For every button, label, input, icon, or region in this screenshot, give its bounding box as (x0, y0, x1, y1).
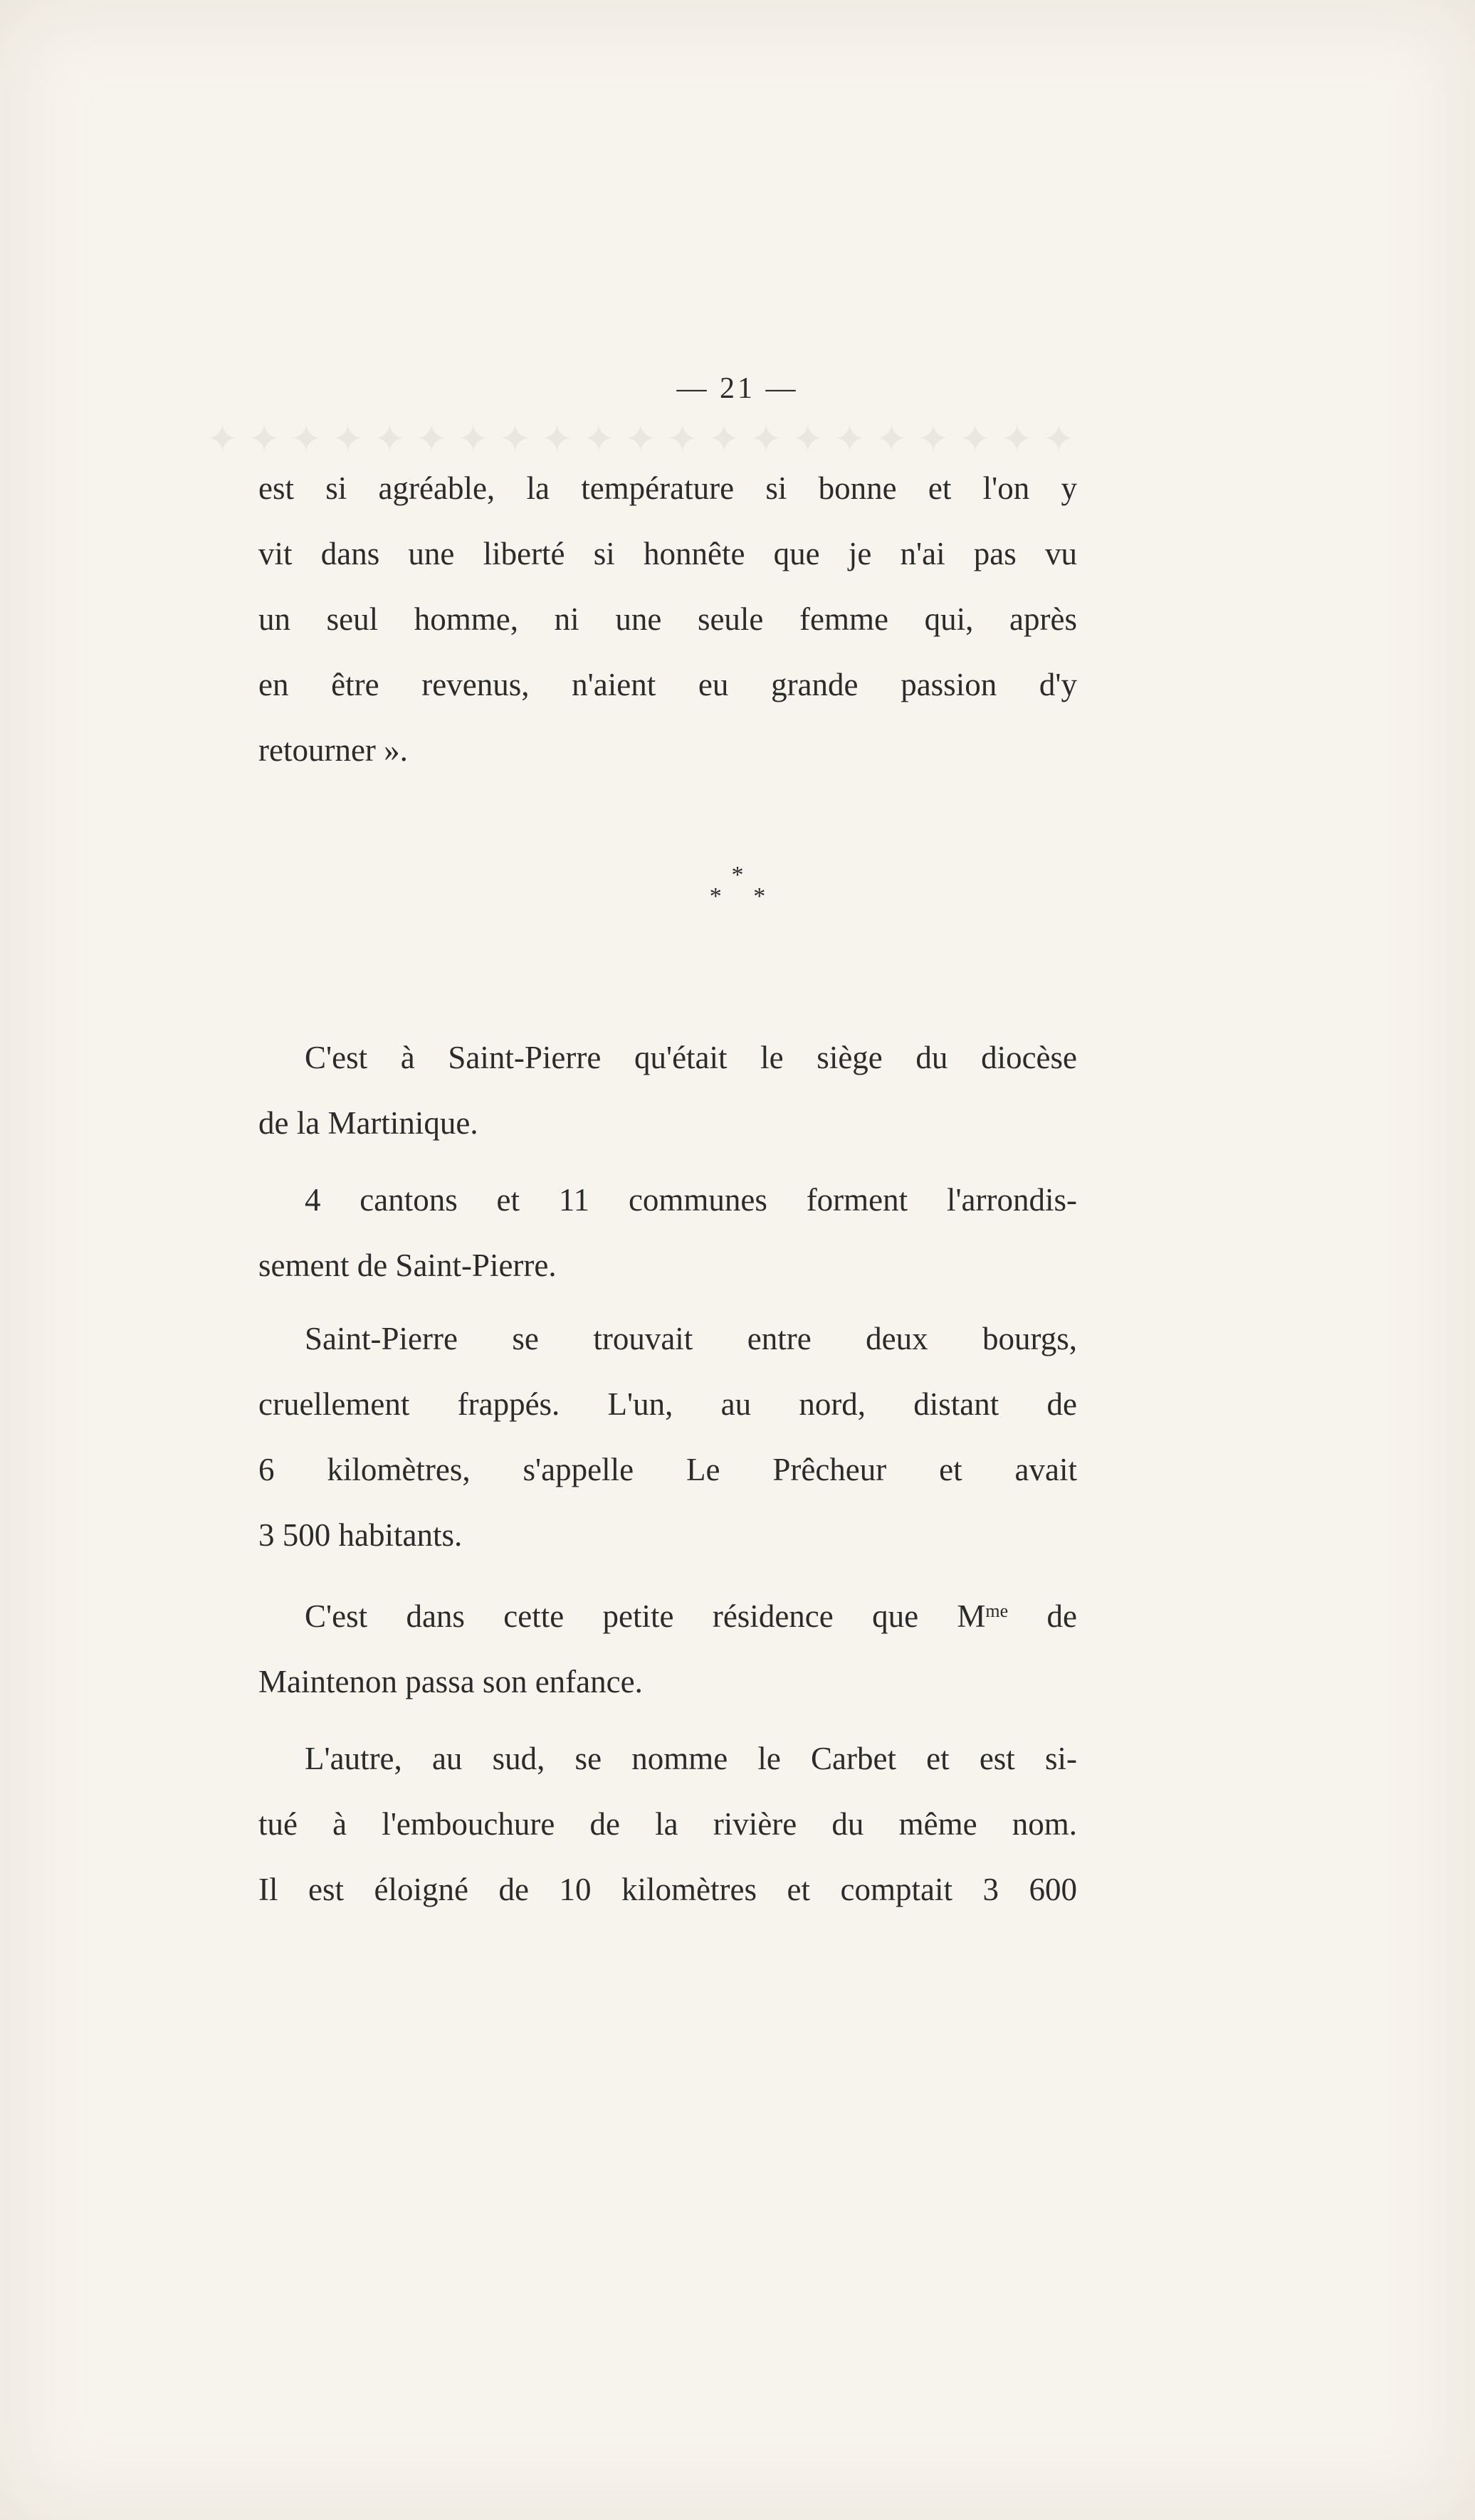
text-line: cruellement frappés. L'un, au nord, distant de (258, 1386, 1077, 1422)
asterism-bottom: * * (709, 883, 779, 910)
text-line: sement de Saint-Pierre. (258, 1248, 557, 1283)
paragraph-cantons (258, 1167, 1077, 1298)
paragraph-continuation (258, 455, 1077, 783)
text-line: en être revenus, n'aient eu grande passion d'y (258, 667, 1077, 702)
text-line: Il est éloigné de 10 kilomètres et comptait 3 600 (258, 1872, 1077, 1907)
text-line: 4 cantons et 11 communes forment l'arrondis- (305, 1182, 1077, 1218)
text-line: 3 500 habitants. (258, 1517, 463, 1553)
text-line: vit dans une liberté si honnête que je n'ai pas vu (258, 536, 1077, 571)
superscript: me (985, 1601, 1009, 1621)
text-line (258, 1583, 1077, 1649)
paragraph-bourgs (258, 1306, 1077, 1568)
text-line: L'autre, au sud, se nomme le Carbet et est si- (305, 1741, 1077, 1776)
paragraph-diocese (258, 1025, 1077, 1156)
text-line: tué à l'embouchure de la rivière du même nom. (258, 1806, 1077, 1842)
asterism-top: * (731, 862, 744, 888)
text-line: un seul homme, ni une seule femme qui, après (258, 601, 1077, 637)
text-line: C'est à Saint-Pierre qu'était le siège du diocèse (305, 1040, 1077, 1075)
text-line: Saint-Pierre se trouvait entre deux bourgs, (305, 1321, 1077, 1356)
text-line: est si agréable, la température si bonne et l'on y (258, 470, 1077, 506)
text-line: de la Martinique. (258, 1105, 478, 1141)
paragraph-maintenon (258, 1583, 1077, 1714)
asterism-divider (0, 862, 1475, 910)
paragraph-carbet (258, 1726, 1077, 1922)
text-segment: C'est dans cette petite résidence que M (305, 1598, 986, 1634)
page-number: — 21 — (676, 372, 799, 405)
text-line: retourner ». (258, 732, 408, 768)
text-segment: de (1008, 1598, 1077, 1634)
text-line: 6 kilomètres, s'appelle Le Prêcheur et avait (258, 1452, 1077, 1487)
show-through-ornament: ✦ ✦ ✦ ✦ ✦ ✦ ✦ ✦ ✦ ✦ ✦ ✦ ✦ ✦ ✦ ✦ ✦ ✦ ✦ ✦ ✦ (206, 418, 1075, 460)
text-line: Maintenon passa son enfance. (258, 1664, 643, 1699)
